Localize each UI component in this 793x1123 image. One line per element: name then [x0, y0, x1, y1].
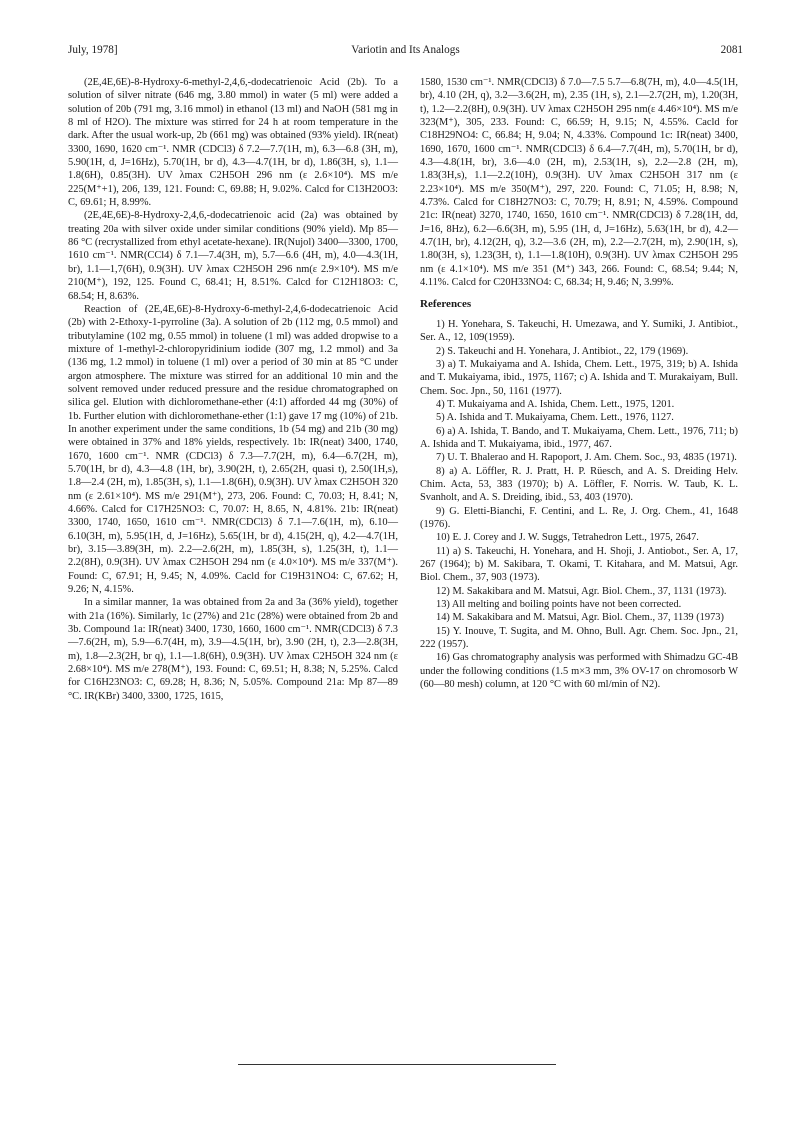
reference-item: 5) A. Ishida and T. Mukaiyama, Chem. Lett., 1976, 1127. — [436, 412, 674, 424]
references-list — [420, 318, 738, 692]
reference-item: 8) a) A. Löffler, R. J. Pratt, H. P. Rüesch, and A. S. Dreiding Helv. Chim. Acta, 53, 383 (1970); b) A. Löffler, F. Norris. W. Taub, K. L. Svanholt, and A. S. Dreiding, ibid., 53, 403 (1970). — [420, 465, 738, 504]
left-column — [68, 76, 398, 703]
page-number: 2081 — [720, 44, 743, 56]
reference-item: 2) S. Takeuchi and H. Yonehara, J. Antibiot., 22, 179 (1969). — [436, 345, 689, 357]
reference-item: 10) E. J. Corey and J. W. Suggs, Tetrahedron Lett., 1975, 2647. — [436, 532, 699, 544]
paragraph-2a: (2E,4E,6E)-8-Hydroxy-2,4,6,-dodecatrienoic acid (2a) was obtained by treating 20a with silver oxide under similar conditions (90% yield). Mp 85—86 °C (recrystallized from ethyl acetate-hexane). IR(Nujol) 3400—3300, 1700, 1610 cm⁻¹. NMR(CCl4) δ 7.1—7.4(3H, m), 5.7—6.6 (4H, m), 4.0—4.3(1H, br), 1.1—1,7(6H), 0.9(3H). UV λmax C2H5OH 296 nm(ε 2.9×10⁴). MS m/e 210(M⁺), 192, 125. Found C, 68.41; H, 8.51%. Calcd for C12H18O3: C, 68.54; H, 8.63%. — [68, 210, 398, 302]
reference-item: 4) T. Mukaiyama and A. Ishida, Chem. Lett., 1975, 1201. — [436, 398, 675, 410]
paragraph-similar-manner: In a similar manner, 1a was obtained from 2a and 3a (36% yield), together with 21a (16%). Similarly, 1c (27%) and 21c (28%) were obtained from 2b and 3b. Compound 1a: IR(neat) 3400, 1730, 1660, 1600 cm⁻¹. NMR(CDCl3) δ 7.3—7.6(2H, m), 5.9—6.7(4H, m), 3.9—4.5(1H, br), 3.90 (2H, t), 2.3—2.8(3H, m), 1.8—2.3(2H, br q), 1.1—1.8(6H), 0.9(3H). UV λmax C2H5OH 324 nm (ε 2.68×10⁴). MS m/e 278(M⁺), 193. Found: C, 69.51; H, 8.38; N, 5.25%. Calcd for C16H23NO3: C, 69.28; H, 8.36; N, 5.05%. Compound 21a: Mp 87—89 °C. IR(KBr) 3400, 3300, 1725, 1615, — [68, 597, 398, 702]
reference-item: 16) Gas chromatography analysis was performed with Shimadzu GC-4B under the following conditions (1.5 m×3 mm, 3% OV-17 on chromosorb W (60—80 mesh) column, at 120 °C with 60 ml/min of N2). — [420, 652, 738, 691]
reference-item: 9) G. Eletti-Bianchi, F. Centini, and L. Re, J. Org. Chem., 41, 1648 (1976). — [420, 505, 738, 530]
paragraph-continued: 1580, 1530 cm⁻¹. NMR(CDCl3) δ 7.0—7.5 5.7—6.8(7H, m), 4.0—4.5(1H, br), 4.10 (2H, q), 3.2—3.6(2H, m), 2.35 (1H, s), 2.1—2.7(2H, m), 1.20(3H, t), 1.2—2.2(8H), 0.9(3H). UV λmax C2H5OH 295 nm(ε 4.46×10⁴). MS m/e 323(M⁺), 305, 233. Found: C, 66.59; H, 9.15; N, 4.55%. Cacld for C18H29NO4: C, 66.84; H, 9.04; N, 4.33%. Compound 1c: IR(neat) 3400, 1690, 1670, 1600 cm⁻¹. NMR(CDCl3) δ 6.4—7.7(4H, m), 5.70(1H, br d), 4.3—4.8(1H, br), 3.6—4.0 (2H, m), 2.53(1H, s), 2.2—2.8 (2H, m), 1.83(3H,s), 1.1—2.2(10H), 0.9(3H). UV λmax C2H5OH 317 nm (ε 2.23×10⁴). MS m/e 350(M⁺), 297, 220. Found: C, 71.05; H, 8.98; N, 4.73%. Calcd for C18H27NO3: C, 70.79; H, 8.91; N, 4.59%. Compound 21c: IR(neat) 3270, 1740, 1650, 1610 cm⁻¹. NMR(CDCl3) δ 7.28(1H, dd, J=16, 8Hz), 6.2—6.6(3H, m), 5.95 (1H, d, J=16Hz), 5.63(1H, br d), 4.2—4.7(1H, br), 4.12(2H, q), 3.2—3.6 (2H, m), 2.2—2.7(2H, m), 2.90(1H, s), 1.80(3H, s), 1.23(3H, t), 1.1—1.8(10H), 0.9(3H). UV λmax C2H5OH 295 nm (ε 4.1×10⁴). MS m/e 351 (M⁺) 343, 266. Found: C, 68.54; 9.44; N, 4.11%. Calcd for C20H33NO4: C, 68.34; H, 9.46; N, 3.99%. — [420, 77, 738, 289]
references-heading: References — [420, 297, 472, 310]
reference-item: 11) a) S. Takeuchi, H. Yonehara, and H. Shoji, J. Antiobot., Ser. A, 17, 267 (1964); b) M. Sakibara, T. Okami, T. Kitahara, and M. Matsui, Agr. Biol. Chem., 37, 903 (1973). — [420, 545, 738, 584]
reference-item: 3) a) T. Mukaiyama and A. Ishida, Chem. Lett., 1975, 319; b) A. Ishida and T. Mukaiyama, ibid., 1975, 1167; c) A. Ishida and T. Murakaiyam, Bull. Chem. Soc. Jpn., 50, 1161 (1977). — [420, 358, 738, 397]
reference-item: 15) Y. Inouve, T. Sugita, and M. Ohno, Bull. Agr. Chem. Soc. Jpn., 21, 222 (1957). — [420, 625, 738, 651]
reference-item: 1) H. Yonehara, S. Takeuchi, H. Umezawa, and Y. Sumiki, J. Antibiot., Ser. A., 12, 109(1959). — [420, 318, 738, 344]
running-title: Variotin and Its Analogs — [351, 44, 460, 56]
reference-item: 6) a) A. Ishida, T. Bando, and T. Mukaiyama, Chem. Lett., 1976, 711; b) A. Ishida and T. Mukaiyama, ibid., 1977, 467. — [420, 425, 738, 450]
right-column — [420, 76, 738, 691]
page-header — [68, 44, 743, 60]
reference-item: 14) M. Sakakibara and M. Matsui, Agr. Biol. Chem., 37, 1139 (1973) — [436, 612, 724, 624]
reference-item: 13) All melting and boiling points have not been corrected. — [436, 599, 682, 611]
paragraph-reaction: Reaction of (2E,4E,6E)-8-Hydroxy-6-methyl-2,4,6-dodecatrienoic Acid (2b) with 2-Ethoxy-1-pyrroline (3a). A solution of 2b (112 mg, 0.5 mmol) and tributylamine (102 mg, 0.55 mmol) in toluene (1 ml) was added dropwise to a mixture of 1-methyl-2-chloropyridinium iodide (307 mg, 1.2 mmol) and 3a (136 mg, 1.2 mmol) in toluene (1 ml) over a period of 30 min at 85 °C under argon atmosphere. The mixture was stirred for an additional 10 min and the solvent removed under reduced pressure and the residue chromatographed on silica gel. Elution with dichloromethane-ether (4:1) afforded 44 mg (30%) of 1b. Further elution with dichloromethane-ether (1:1) gave 17 mg (10%) of 21b. In another experiment under the same conditions, 1b (54 mg) and 21b (30 mg) were obtained in 37% and 18% yields, respectively. 1b: IR(neat) 3400, 1740, 1670, 1600 cm⁻¹. NMR (CDCl3) δ 7.3—7.7(2H, m), 6.4—6.7(2H, m), 5.70(1H, br d), 4.3—4.8 (1H, br), 3.90(2H, t), 2.65(2H, quasi t), 2.50(1H,s), 1.8—2.4 (2H, m), 1.85(3H, s), 1.1—1.8(6H), 0.9(3H). UV λmax C2H5OH 320 nm (ε 2.61×10⁴). MS m/e 291(M⁺), 273, 206. Found: C, 70.03; H, 8.41; N, 4.66%. Calcd for C17H25NO3: C, 70.07: H, 8.65, N, 4.81%. 21b: IR(neat) 3300, 1740, 1650, 1610 cm⁻¹. NMR(CDCl3) δ 7.1—7.6(1H, m), 6.10—6.10(3H, m), 5.95(1H, d, J=16Hz), 5.65(1H, br d), 4.15(2H, q), 4.2—4.7(1H, br), 3.15—3.89(3H, m). 2.2—2.6(2H, m), 1.85(3H, s), 1.25(3H, t), 1.1—2.2(8H), 0.9(3H). UV λmax C2H5OH 294 nm (ε 4.0×10⁴). MS m/e 337(M⁺). Found: C, 67.91; H, 9.45; N, 4.09%. Cacld for C19H31NO4: C, 67.62; H, 9.26; N, 4.15%. — [68, 303, 398, 596]
footer-rule — [238, 1064, 556, 1065]
paragraph-2b: (2E,4E,6E)-8-Hydroxy-6-methyl-2,4,6,-dodecatrienoic Acid (2b). To a solution of silver nitrate (646 mg, 3.80 mmol) in water (5 ml) were added a solution of 20b (791 mg, 3.16 mmol) in ethanol (13 ml) and NaOH (581 mg in 8 ml of H2O). The mixture was stirred for 24 h at room temperature in the dark. After the usual work-up, 2b (661 mg) was obtained (93% yield). IR(neat) 3300, 1690, 1620 cm⁻¹. NMR (CDCl3) δ 7.2—7.7(1H, m), 6.3—6.8 (3H, m), 5.90(1H, d, J=16Hz), 5.70(1H, br d), 4.3—4.7(1H, br d), 1.86(3H, s), 1.1—1.8(6H), 0.85(3H). UV λmax C2H5OH 296 nm (ε 2.6×10⁴). MS m/e 225(M⁺+1), 206, 139, 121. Found: C, 69.88; H, 9.02%. Calcd for C13H20O3: C, 69.61; H, 8.99%. — [68, 77, 398, 209]
reference-item: 12) M. Sakakibara and M. Matsui, Agr. Biol. Chem., 37, 1131 (1973). — [436, 585, 727, 597]
header-date: July, 1978] — [68, 44, 118, 56]
reference-item: 7) U. T. Bhalerao and H. Rapoport, J. Am. Chem. Soc., 93, 4835 (1971). — [436, 452, 737, 464]
